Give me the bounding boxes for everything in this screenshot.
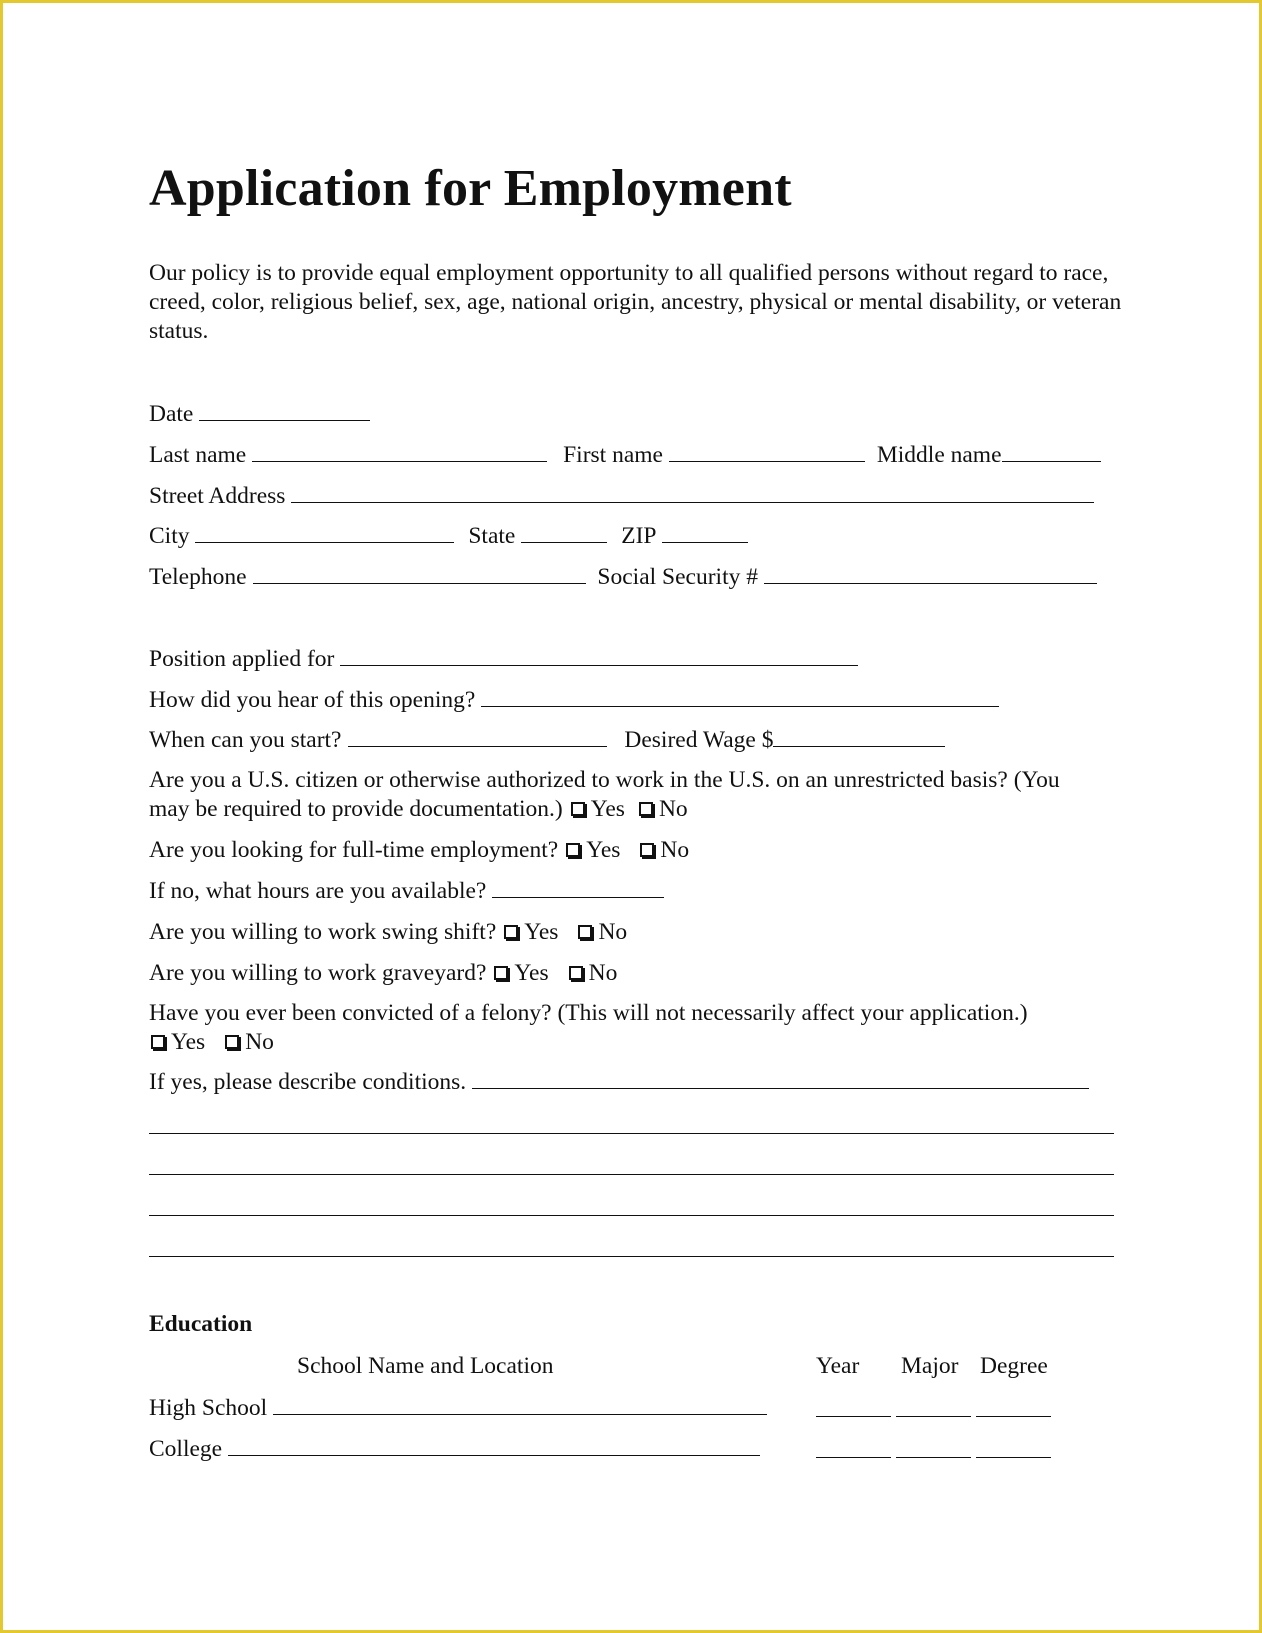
last-name-label: Last name bbox=[149, 442, 247, 468]
date-row bbox=[149, 400, 370, 429]
hours-question: If no, what hours are you available? bbox=[149, 878, 487, 904]
year-column-header: Year bbox=[816, 1353, 860, 1379]
college-major-field[interactable] bbox=[896, 1457, 971, 1458]
start-row bbox=[149, 726, 945, 755]
wage-label: Desired Wage $ bbox=[624, 727, 774, 753]
street-row bbox=[149, 482, 1094, 511]
full-time-row bbox=[149, 836, 695, 865]
start-field[interactable] bbox=[348, 726, 607, 747]
full-time-yes-checkbox[interactable] bbox=[566, 843, 580, 857]
middle-name-label: Middle name bbox=[876, 442, 1002, 468]
graveyard-yes-checkbox[interactable] bbox=[494, 966, 508, 980]
hours-field[interactable] bbox=[492, 877, 664, 898]
full-time-no-label: No bbox=[660, 837, 690, 863]
education-heading: Education bbox=[149, 1311, 253, 1337]
high-school-major-field[interactable] bbox=[896, 1416, 971, 1417]
high-school-label: High School bbox=[149, 1395, 268, 1421]
hours-row bbox=[149, 877, 664, 906]
graveyard-yes-label: Yes bbox=[514, 960, 549, 986]
full-time-yes-label: Yes bbox=[586, 837, 621, 863]
first-name-label: First name bbox=[563, 442, 663, 468]
hear-label: How did you hear of this opening? bbox=[149, 687, 476, 713]
swing-yes-label: Yes bbox=[524, 919, 559, 945]
page-title: Application for Employment bbox=[149, 160, 792, 217]
felony-yes-label: Yes bbox=[171, 1029, 206, 1055]
college-degree-field[interactable] bbox=[976, 1457, 1051, 1458]
telephone-field[interactable] bbox=[253, 563, 586, 584]
zip-field[interactable] bbox=[662, 522, 748, 543]
college-row bbox=[149, 1435, 760, 1464]
swing-question: Are you willing to work swing shift? bbox=[149, 919, 497, 945]
swing-yes-checkbox[interactable] bbox=[504, 925, 518, 939]
state-label: State bbox=[468, 523, 516, 549]
graveyard-no-checkbox[interactable] bbox=[569, 966, 583, 980]
describe-line[interactable] bbox=[149, 1215, 1114, 1216]
describe-line[interactable] bbox=[149, 1174, 1114, 1175]
graveyard-question: Are you willing to work graveyard? bbox=[149, 960, 487, 986]
city-label: City bbox=[149, 523, 190, 549]
state-field[interactable] bbox=[521, 522, 607, 543]
hear-field[interactable] bbox=[481, 686, 999, 707]
swing-no-label: No bbox=[598, 919, 628, 945]
city-row bbox=[149, 522, 748, 551]
street-address-field[interactable] bbox=[291, 482, 1094, 503]
telephone-label: Telephone bbox=[149, 564, 247, 590]
citizen-question-line1: Are you a U.S. citizen or otherwise authorized to work in the U.S. on an unrestricted basis? (You bbox=[149, 767, 1060, 793]
felony-question: Have you ever been convicted of a felony? (This will not necessarily affect your application.) bbox=[149, 1000, 1028, 1026]
describe-field[interactable] bbox=[472, 1068, 1089, 1089]
high-school-row bbox=[149, 1394, 767, 1423]
degree-column-header: Degree bbox=[980, 1353, 1048, 1379]
zip-label: ZIP bbox=[621, 523, 657, 549]
policy-statement: Our policy is to provide equal employment opportunity to all qualified persons without regard to race, creed, color, religious belief, sex, age, national origin, ancestry, physical or mental disability, or veteran status. bbox=[149, 260, 1122, 344]
felony-options bbox=[143, 1028, 280, 1057]
hear-row bbox=[149, 686, 999, 715]
high-school-year-field[interactable] bbox=[816, 1416, 891, 1417]
felony-yes-checkbox[interactable] bbox=[151, 1035, 165, 1049]
college-year-field[interactable] bbox=[816, 1457, 891, 1458]
ssn-label: Social Security # bbox=[597, 564, 758, 590]
position-label: Position applied for bbox=[149, 646, 335, 672]
citizen-yes-checkbox[interactable] bbox=[571, 802, 585, 816]
major-column-header: Major bbox=[901, 1353, 959, 1379]
college-label: College bbox=[149, 1436, 223, 1462]
college-name-field[interactable] bbox=[228, 1435, 760, 1456]
ssn-field[interactable] bbox=[764, 563, 1097, 584]
full-time-no-checkbox[interactable] bbox=[640, 843, 654, 857]
citizen-no-label: No bbox=[658, 796, 688, 822]
school-column-header: School Name and Location bbox=[297, 1353, 554, 1379]
city-field[interactable] bbox=[195, 522, 454, 543]
graveyard-row bbox=[149, 959, 623, 988]
date-field[interactable] bbox=[199, 400, 370, 421]
swing-no-checkbox[interactable] bbox=[578, 925, 592, 939]
middle-name-field[interactable] bbox=[1002, 441, 1101, 462]
last-name-field[interactable] bbox=[252, 441, 547, 462]
describe-line[interactable] bbox=[149, 1256, 1114, 1257]
citizen-question-line2: may be required to provide documentation.) bbox=[149, 796, 563, 822]
date-label: Date bbox=[149, 401, 194, 427]
name-row bbox=[149, 441, 1101, 470]
high-school-degree-field[interactable] bbox=[976, 1416, 1051, 1417]
street-address-label: Street Address bbox=[149, 483, 286, 509]
describe-line[interactable] bbox=[149, 1133, 1114, 1134]
citizen-yes-label: Yes bbox=[590, 796, 625, 822]
citizen-question-row bbox=[149, 795, 694, 824]
felony-no-checkbox[interactable] bbox=[225, 1035, 239, 1049]
start-label: When can you start? bbox=[149, 727, 342, 753]
high-school-name-field[interactable] bbox=[273, 1394, 767, 1415]
describe-row bbox=[149, 1068, 1089, 1097]
full-time-question: Are you looking for full-time employment? bbox=[149, 837, 559, 863]
wage-field[interactable] bbox=[773, 726, 945, 747]
graveyard-no-label: No bbox=[588, 960, 618, 986]
position-row bbox=[149, 645, 858, 674]
describe-label: If yes, please describe conditions. bbox=[149, 1069, 467, 1095]
citizen-no-checkbox[interactable] bbox=[639, 802, 653, 816]
position-field[interactable] bbox=[340, 645, 858, 666]
felony-no-label: No bbox=[245, 1029, 274, 1055]
phone-row bbox=[149, 563, 1097, 592]
first-name-field[interactable] bbox=[669, 441, 865, 462]
swing-row bbox=[149, 918, 633, 947]
